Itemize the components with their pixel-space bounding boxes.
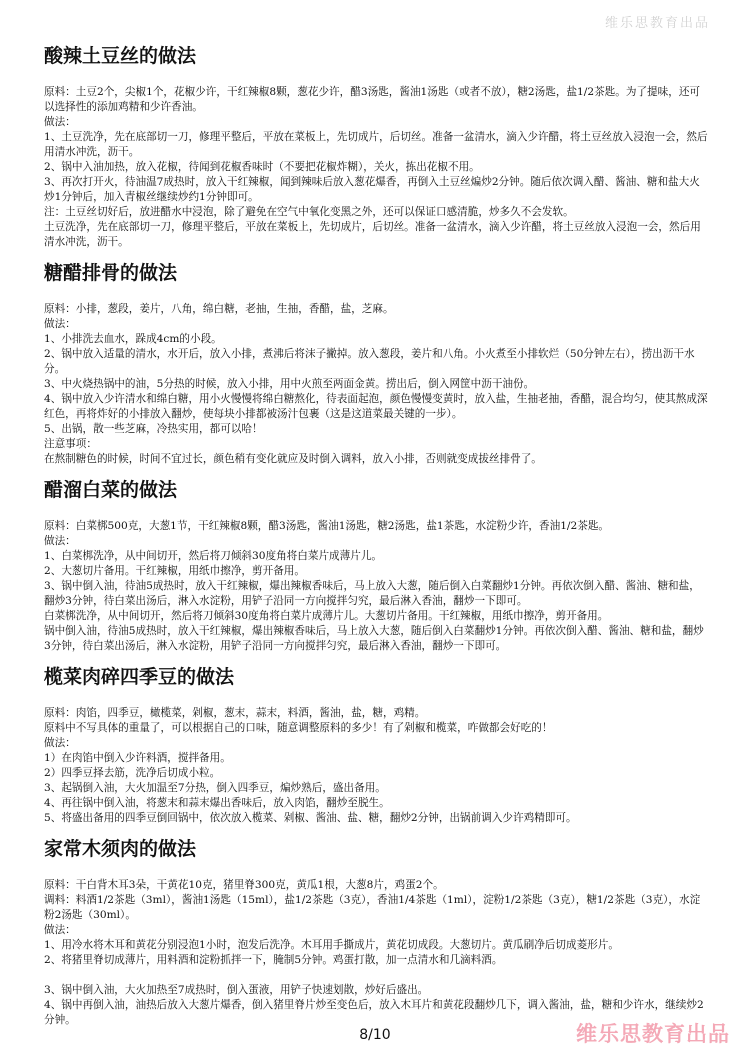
header-watermark: 维乐思教育出品 [604,16,710,31]
recipe-title: 醋溜白菜的做法 [44,479,178,501]
recipe-text-line: 做法： [44,737,76,749]
recipe-text-line: 1、白菜梆洗净，从中间切开，然后将刀倾斜30度角将白菜片成薄片儿。 [44,550,383,562]
recipe-title: 榄菜肉碎四季豆的做法 [44,666,235,688]
recipe-text-line: 1、小排洗去血水，跺成4cm的小段。 [44,333,222,345]
recipe-text-line: 在熬制糖色的时候，时间不宜过长，颜色稍有变化就应及时倒入调料，放入小排，否则就变成拔丝排骨了。 [44,453,542,465]
recipe-section [44,665,708,826]
recipe-text-line: 原料：肉馅，四季豆，橄榄菜，剁椒，葱末，蒜末，料酒，酱油，盐，糖，鸡精。 [44,707,426,719]
recipe-text-line: 4、再往锅中倒入油，将葱末和蒜末爆出香味后，放入肉馅，翻炒至脱生。 [44,797,390,809]
recipe-text-line: 3、再次打开火，待油温7成热时，放入干红辣椒，闻到辣味后放入葱花爆香，再倒入土豆丝煸炒2分钟。随后依次调入醋、酱油、糖和盐大火炒1分钟后，加入青椒丝继续炒约1分钟即可。 [44,176,700,203]
recipe-text-line: 3、中火烧热锅中的油，5分热的时候，放入小排，用中火煎至两面金黄。捞出后，倒入网筐中沥干油份。 [44,378,535,390]
recipe-text-line: 原料：白菜梆500克，大葱1节，干红辣椒8颗，醋3汤匙，酱油1汤匙，糖2汤匙，盐1茶匙，水淀粉少许，香油1/2茶匙。 [44,520,610,532]
recipe-text-line: 4、锅中放入少许清水和绵白糖，用小火慢慢将绵白糖熬化，待表面起泡，颜色慢慢变黄时，放入盐，生抽老抽，香醋，混合均匀，使其熬成深红色，再将炸好的小排放入翻炒，使每块小排都被汤汁包裹（这是这道菜最关键的一步）。 [44,393,708,420]
recipe-text-line: 做法： [44,116,76,128]
recipe-section [44,44,708,250]
recipe-text-line: 1、用冷水将木耳和黄花分别浸泡1小时，泡发后洗净。木耳用手撕成片，黄花切成段。大葱切片。黄瓜刷净后切成菱形片。 [44,939,619,951]
recipe-text-line: 锅中倒入油，待油5成热时，放入干红辣椒，爆出辣椒香味后，马上放入大葱，随后倒入白菜翻炒1分钟。再依次倒入醋、酱油、糖和盐，翻炒3分钟，待白菜出汤后，淋入水淀粉，用铲子沿同一方向搅拌匀究，最后淋入香油，翻炒一下即可。 [44,625,704,652]
recipe-text-line: 1）在肉馅中倒入少许料酒，搅拌备用。 [44,752,231,764]
recipe-section [44,478,708,654]
recipe-text-line: 2、锅中放入适量的清水，水开后，放入小排，煮沸后将沫子撇掉。放入葱段，姜片和八角。小火煮至小排软烂（50分钟左右），捞出沥干水分。 [44,348,695,375]
recipe-text-line: 原料中不写具体的重量了，可以根据自己的口味，随意调整原料的多少！有了剁椒和榄菜，咋做都会好吃的！ [44,722,553,734]
recipe-text-line: 2、将猪里脊切成薄片，用料酒和淀粉抓拌一下，腌制5分钟。鸡蛋打散，加一点清水和几滴料酒。 [44,954,503,966]
brand-logo-text: 维乐思教育出品 [576,1022,730,1046]
recipe-text-line: 做法： [44,318,76,330]
recipe-section [44,261,708,467]
recipe-text-line: 做法： [44,924,76,936]
recipe-text-line: 5、将盛出备用的四季豆倒回锅中，依次放入榄菜、剁椒、酱油、盐、糖，翻炒2分钟，出锅前调入少许鸡精即可。 [44,812,577,824]
recipe-text-line: 白菜梆洗净，从中间切开，然后将刀倾斜30度角将白菜片成薄片儿。大葱切片备用。干红辣椒，用纸巾擦净，剪开备用。 [44,610,609,622]
page-number: 8/10 [359,1027,391,1043]
recipe-text-line: 4、锅中再倒入油，油热后放入大葱片爆香，倒入猪里脊片炒至变色后，放入木耳片和黄花段翻炒几下，调入酱油，盐，糖和少许水，继续炒2分钟。 [44,999,704,1026]
recipe-text-line: 注：土豆丝切好后，放进醋水中浸泡，除了避免在空气中氧化变黑之外，还可以保证口感清脆，炒多久不会发软。 [44,206,574,218]
recipe-text-line: 原料：土豆2个，尖椒1个，花椒少许，干红辣椒8颗，葱花少许，醋3汤匙，酱油1汤匙（或者不放），糖2汤匙，盐1/2茶匙。为了提味，还可以选择性的添加鸡精和少许香油。 [44,86,701,113]
recipe-text-line: 2、大葱切片备用。干红辣椒，用纸巾擦净，剪开备用。 [44,565,305,577]
recipe-title: 糖醋排骨的做法 [44,262,178,284]
recipe-section [44,837,708,1028]
recipe-text-line: 5、出锅，散一些芝麻，冷热实用，都可以哈！ [44,423,263,435]
blank-line [44,968,708,983]
recipe-text-line: 注意事项： [44,438,97,450]
recipe-text-line: 原料：干白背木耳3朵，干黄花10克，猪里脊300克，黄瓜1根，大葱8片，鸡蛋2个。 [44,879,444,891]
recipe-text-line: 1、土豆洗净，先在底部切一刀，修理平整后，平放在菜板上，先切成片，后切丝。准备一盆清水，滴入少许醋，将土豆丝放入浸泡一会，然后用清水冲洗，沥干。 [44,131,708,158]
recipe-text-line: 3、锅中倒入油，待油5成热时，放入干红辣椒，爆出辣椒香味后，马上放入大葱，随后倒入白菜翻炒1分钟。再依次倒入醋、酱油、糖和盐，翻炒3分钟，待白菜出汤后，淋入水淀粉，用铲子沿同一方向搅拌匀究，最后淋入香油，翻炒一下即可。 [44,580,700,607]
recipe-title: 家常木须肉的做法 [44,838,197,860]
recipe-text-line: 3、起锅倒入油，大火加温至7分热，倒入四季豆，煸炒熟后，盛出备用。 [44,782,386,794]
recipe-title: 酸辣土豆丝的做法 [44,45,197,67]
document-content [44,44,708,1039]
recipe-text-line: 土豆洗净，先在底部切一刀，修理平整后，平放在菜板上，先切成片，后切丝。准备一盆清水，滴入少许醋，将土豆丝放入浸泡一会，然后用清水冲洗，沥干。 [44,221,701,248]
recipe-text-line: 做法： [44,535,76,547]
recipe-text-line: 2、锅中入油加热，放入花椒，待闻到花椒香味时（不要把花椒炸糊），关火，拣出花椒不用。 [44,161,480,173]
recipe-text-line: 调料：料酒1/2茶匙（3ml），酱油1汤匙（15ml），盐1/2茶匙（3克），香油1/4茶匙（1ml），淀粉1/2茶匙（3克），糖1/2茶匙（3克），水淀粉2汤匙（30ml）。 [44,894,701,921]
recipe-text-line: 2）四季豆择去筋，洗净后切成小粒。 [44,767,221,779]
recipe-text-line: 3、锅中倒入油，大火加热至7成热时，倒入蛋液，用铲子快速划散，炒好后盛出。 [44,984,429,996]
recipe-text-line: 原料：小排，葱段，姜片，八角，绵白糖，老抽，生抽，香醋，盐，芝麻。 [44,303,394,315]
